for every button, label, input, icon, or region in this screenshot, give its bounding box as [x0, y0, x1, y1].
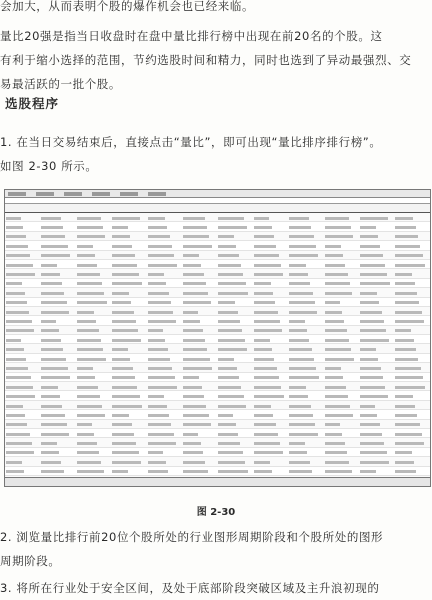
ranking-table-row	[5, 241, 430, 250]
section-heading: 选股程序	[5, 96, 60, 111]
screenshot-status-bar	[5, 477, 430, 486]
intro-line-2: 量比20强是指当日收盘时在盘中量比排行榜中出现在前20名的个股。这	[0, 29, 383, 43]
step3-paragraph	[0, 578, 422, 598]
ranking-table-row	[5, 428, 430, 437]
step3-line-1: 3. 将所在行业处于安全区间，及处于底部阶段突破区域及主升浪初现的	[0, 581, 380, 595]
step1-paragraph	[0, 132, 422, 176]
ranking-table-row	[5, 400, 430, 409]
ranking-table-row	[5, 288, 430, 297]
ranking-table-row	[5, 269, 430, 278]
ranking-table-header	[5, 204, 430, 213]
ranking-table-row	[5, 419, 430, 428]
ranking-table-row	[5, 259, 430, 268]
ranking-table-row	[5, 353, 430, 362]
ranking-table-row	[5, 250, 430, 259]
ranking-table-row	[5, 278, 430, 287]
ranking-table-row	[5, 213, 430, 222]
intro-line-1: 会加大，从而表明个股的爆作机会也已经来临。	[0, 0, 255, 13]
ranking-table-row	[5, 306, 430, 315]
screenshot-toolbar	[5, 190, 430, 198]
ranking-table	[5, 204, 430, 487]
ranking-table-row	[5, 325, 430, 334]
step1-line-1: 1. 在当日交易结束后，直接点击“量比”，即可出现“量比排序排行榜”。	[0, 135, 382, 149]
ranking-table-row	[5, 231, 430, 240]
ranking-table-row	[5, 391, 430, 400]
ranking-table-row	[5, 363, 430, 372]
ranking-table-row	[5, 410, 430, 419]
ranking-table-row	[5, 447, 430, 456]
ranking-table-row	[5, 335, 430, 344]
step2-line-2: 周期阶段。	[0, 554, 61, 568]
intro-paragraph	[0, 0, 422, 94]
ranking-table-row	[5, 382, 430, 391]
step2-line-1: 2. 浏览量比排行前20位个股所处的行业图形周期阶段和个股所处的图形	[0, 530, 384, 544]
ranking-table-row	[5, 372, 430, 381]
ranking-table-row	[5, 466, 430, 475]
intro-line-3: 有利于缩小选择的范围，节约选股时间和精力，同时也选到了异动最强烈、交	[0, 53, 412, 67]
ranking-table-row	[5, 222, 430, 231]
ranking-table-row	[5, 344, 430, 353]
ranking-table-row	[5, 438, 430, 447]
figure-caption: 图 2-30	[196, 507, 236, 518]
ranking-table-row	[5, 457, 430, 466]
ranking-table-row	[5, 297, 430, 306]
ranking-table-body	[5, 213, 430, 488]
step2-paragraph	[0, 527, 422, 571]
intro-line-4: 易最活跃的一批个股。	[0, 77, 121, 91]
ranking-table-row	[5, 316, 430, 325]
ranking-screenshot	[4, 189, 431, 487]
step1-line-2: 如图 2-30 所示。	[0, 159, 98, 173]
